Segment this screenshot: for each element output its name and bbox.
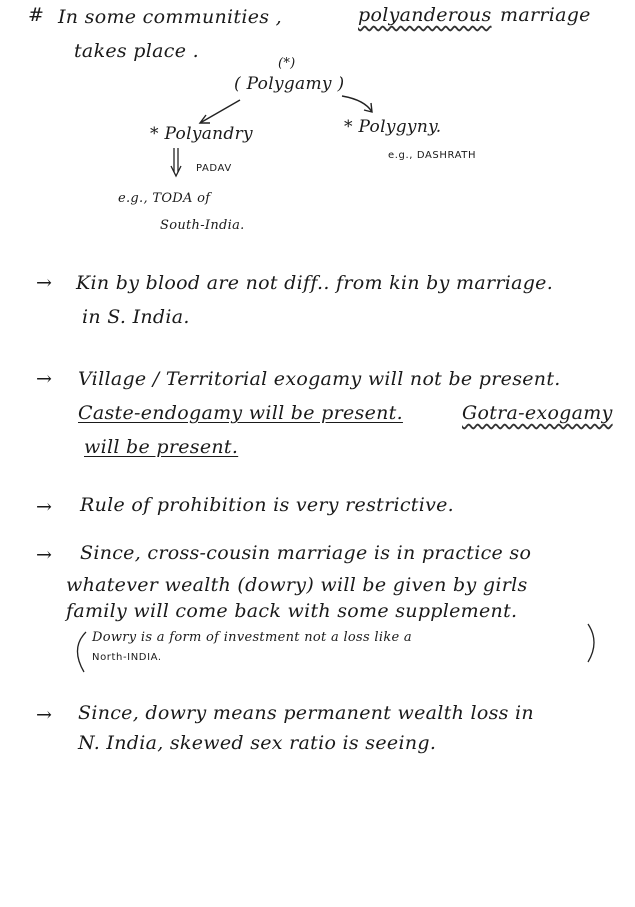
point2-arrow: → — [36, 368, 53, 390]
diagram-example-toda: e.g., TODA of — [118, 191, 211, 206]
diagram-example-south-india: South-India. — [160, 218, 245, 233]
header-term-polyanderous: polyanderous — [358, 4, 492, 26]
diagram-node-polygyny: * Polygyny. — [344, 117, 442, 137]
header-line1-end: marriage — [500, 4, 591, 26]
point4-note-line1: Dowry is a form of investment not a loss like a — [92, 630, 412, 645]
point1-arrow: → — [36, 272, 53, 294]
point4-line3: family will come back with some supplement. — [66, 600, 518, 622]
diagram-root-polygamy: ( Polygamy ) — [234, 74, 345, 94]
header-line2: takes place . — [74, 40, 199, 62]
arrow-to-polygyny — [342, 96, 372, 112]
point2-line3: will be present. — [84, 436, 239, 458]
point2-line1: Village / Territorial exogamy will not be present. — [78, 368, 561, 390]
diagram-star-mark: (*) — [278, 56, 296, 71]
point5-line1: Since, dowry means permanent wealth loss in — [78, 702, 534, 724]
note-close-paren — [588, 624, 594, 662]
point3-arrow: → — [36, 496, 53, 518]
point3-line1: Rule of prohibition is very restrictive. — [80, 494, 455, 516]
point2-caste-endogamy: Caste-endogamy will be present. — [78, 402, 403, 424]
diagram-example-dashrath: e.g., DASHRATH — [388, 150, 477, 161]
point2-gotra-exogamy: Gotra-exogamy — [462, 402, 613, 424]
diagram-node-polyandry: * Polyandry — [150, 124, 253, 144]
point4-line1: Since, cross-cousin marriage is in practice so — [80, 542, 532, 564]
header-bullet: # — [28, 4, 45, 26]
point4-note-line2: North-INDIA. — [92, 652, 162, 663]
point5-arrow: → — [36, 704, 53, 726]
point4-line2: whatever wealth (dowry) will be given by girls — [66, 574, 528, 596]
arrow-to-polyandry — [200, 100, 240, 123]
header-line1-start: In some communities , — [58, 6, 283, 28]
point4-arrow: → — [36, 544, 53, 566]
point1-line1: Kin by blood are not diff.. from kin by marriage. — [76, 272, 554, 294]
diagram-sub-padav: PADAV — [196, 163, 232, 174]
note-open-paren — [77, 632, 86, 672]
point5-line2: N. India, skewed sex ratio is seeing. — [78, 732, 437, 754]
point1-line2: in S. India. — [82, 306, 190, 328]
